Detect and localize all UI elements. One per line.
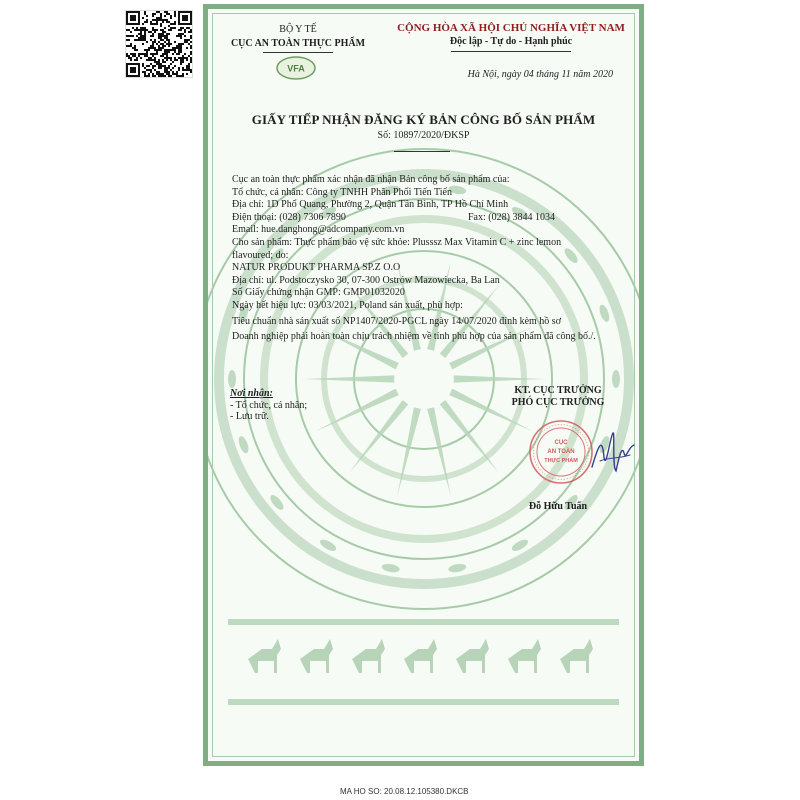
certificate xyxy=(203,4,644,766)
position-line-2: PHÓ CỤC TRƯỞNG xyxy=(511,397,605,408)
position-line-1: KT. CỤC TRƯỞNG xyxy=(514,385,602,396)
dateline: Hà Nội, ngày 04 tháng 11 năm 2020 xyxy=(467,69,613,80)
manufacturer-address-line: Địa chỉ: ul. Podstoczysko 30, 07-300 Ostrów Mazowiecka, Ba Lan xyxy=(232,274,500,286)
national-motto xyxy=(386,21,636,52)
official-stamp xyxy=(528,419,594,485)
document-number: Số: 10897/2020/ĐKSP xyxy=(377,130,470,141)
svg-text:VFA: VFA xyxy=(287,63,305,74)
motto: Độc lập - Tự do - Hạnh phúc xyxy=(449,36,573,47)
svg-text:CỤC: CỤC xyxy=(554,440,568,446)
ministry-name: BỘ Y TẾ xyxy=(279,24,317,35)
fax: Fax: (028) 3844 1034 xyxy=(468,211,555,223)
ministry-block xyxy=(218,23,378,53)
document-body xyxy=(232,174,626,344)
agency-name: CỤC AN TOÀN THỰC PHẨM xyxy=(230,38,366,49)
email-line: Email: hue.danghong@adcompany.com.vn xyxy=(232,224,405,236)
recipients-heading: Nơi nhận: xyxy=(230,388,273,399)
phone-fax-line xyxy=(232,212,626,225)
manufacturer-line: NATUR PRODUKT PHARMA SP.Z O.O xyxy=(232,262,401,274)
expiry-line: Ngày hết hiệu lực: 03/03/2021, Poland sản xuất, phù hợp: xyxy=(232,299,463,311)
title-underline xyxy=(394,151,450,152)
signature-block xyxy=(478,385,638,409)
motto-underline xyxy=(451,51,571,52)
dossier-code: MA HO SO: 20.08.12.105380.DKCB xyxy=(340,787,469,796)
ministry-underline xyxy=(263,52,333,53)
gmp-line: Số Giấy chứng nhận GMP: GMP01032020 xyxy=(232,287,405,299)
address-line: Địa chỉ: 1D Phổ Quang, Phường 2, Quận Tân Bình, TP Hồ Chí Minh xyxy=(232,199,509,211)
recipients-block xyxy=(230,388,307,423)
product-line-2: flavoured; do: xyxy=(232,249,289,261)
qr-code xyxy=(125,10,193,78)
svg-text:AN TOÀN: AN TOÀN xyxy=(547,449,575,455)
phone: Điện thoại: (028) 7306 7890 xyxy=(232,211,346,223)
handwritten-signature xyxy=(588,427,638,479)
signer-name: Đỗ Hữu Tuấn xyxy=(528,501,588,512)
vfa-logo xyxy=(276,56,316,80)
document-title: GIẤY TIẾP NHẬN ĐĂNG KÝ BẢN CÔNG BỐ SẢN PHẨM xyxy=(251,112,596,127)
recipient-item: - Tổ chức, cá nhân; xyxy=(230,399,308,411)
organization-line: Tổ chức, cá nhân: Công ty TNHH Phân Phối Tiến Tiến xyxy=(232,186,452,198)
qr-code-icon xyxy=(126,11,192,77)
responsibility-line: Doanh nghiệp phải hoàn toàn chịu trách nhiệm về tính phù hợp của sản phẩm đã công bố./. xyxy=(232,331,596,343)
product-line-1: Cho sản phẩm: Thực phẩm bảo vệ sức khỏe: Plusssz Max Vitamin C + zinc lemon xyxy=(232,236,562,248)
svg-text:THỰC PHẨM: THỰC PHẨM xyxy=(544,458,578,464)
standard-line: Tiêu chuẩn nhà sản xuất số NP1407/2020-PGCL ngày 14/07/2020 đính kèm hồ sơ xyxy=(232,315,561,327)
intro-line: Cục an toàn thực phẩm xác nhận đã nhận Bản công bố sản phẩm của: xyxy=(232,174,510,185)
nation-name: CỘNG HÒA XÃ HỘI CHỦ NGHĨA VIỆT NAM xyxy=(397,22,625,34)
recipient-item: - Lưu trữ. xyxy=(230,411,269,422)
